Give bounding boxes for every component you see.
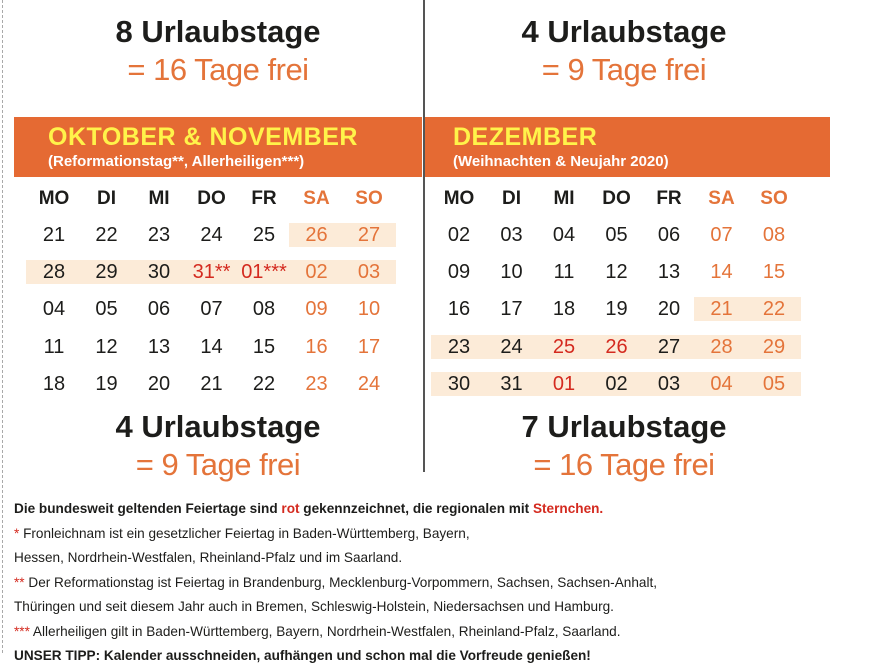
legend-line [14, 497, 864, 522]
day-cell: 21 [200, 372, 223, 395]
day-cell: 22 [252, 372, 276, 395]
day-cell: 22 [762, 298, 786, 321]
summary-bottom-right [434, 409, 814, 483]
day-cell: 29 [95, 261, 118, 284]
day-cell: 15 [252, 335, 276, 358]
tip-label: UNSER TIPP: [14, 648, 101, 663]
footnote-text: Hessen, Nordrhein-Westfalen, Rheinland-Pfalz und im Saarland. [14, 550, 403, 565]
weekday-header: MI [148, 188, 170, 209]
day-cell: 05 [95, 298, 118, 321]
footnote-3 [14, 620, 864, 645]
weekday-header: DO [602, 188, 631, 209]
tip-line [14, 644, 864, 669]
day-cell: 04 [42, 298, 66, 321]
day-cell: 04 [710, 372, 733, 395]
vacation-days: 8 Urlaubstage [115, 14, 321, 49]
day-cell: 03 [357, 261, 381, 284]
day-cell: 17 [357, 335, 381, 358]
footnote-text: Fronleichnam ist ein gesetzlicher Feiertag in Baden-Württemberg, Bayern, [19, 525, 470, 541]
day-cell: 31** [192, 261, 231, 284]
footnote-2-cont [14, 595, 864, 620]
day-cell: 23 [147, 224, 171, 246]
day-cell: 29 [762, 335, 786, 358]
day-cell: 28 [42, 261, 66, 284]
day-cell: 12 [605, 261, 628, 284]
day-cell: 21 [710, 298, 733, 321]
footnote-text: Allerheiligen gilt in Baden-Württemberg, Bayern, Nordrhein-Westfalen, Rheinland-Pfalz, Saarland. [29, 623, 621, 639]
day-cell: 08 [762, 224, 786, 246]
day-cell: 10 [357, 298, 381, 321]
day-cell: 03 [500, 224, 523, 246]
weekday-header: DI [502, 188, 521, 209]
day-cell: 16 [305, 335, 328, 358]
day-cell: 23 [305, 372, 328, 395]
weekday-header: FR [251, 188, 277, 209]
day-cell: 30 [147, 261, 171, 284]
day-cell: 19 [605, 298, 628, 321]
vacation-days: 7 Urlaubstage [521, 409, 727, 444]
footnote-mark: ** [14, 574, 25, 590]
footnote-1-cont [14, 546, 864, 571]
legend-star-word: Sternchen. [532, 501, 604, 516]
summary-top-left [28, 14, 408, 88]
day-cell: 14 [710, 261, 733, 284]
vacation-days: 4 Urlaubstage [115, 409, 321, 444]
day-cell: 26 [605, 335, 628, 358]
day-cell: 05 [605, 224, 628, 246]
day-cell: 13 [147, 335, 171, 358]
day-cell: 25 [552, 335, 576, 358]
day-cell: 21 [42, 224, 66, 246]
day-cell: 07 [710, 224, 733, 246]
month-header-dec [425, 117, 830, 177]
column-divider [423, 0, 425, 472]
day-cell: 12 [95, 335, 118, 358]
weekday-header: FR [656, 188, 682, 209]
footnote-mark: *** [14, 623, 30, 639]
day-cell: 01 [552, 372, 576, 395]
day-cell: 24 [200, 224, 223, 246]
weekday-header: MO [38, 188, 70, 209]
day-cell: 15 [762, 261, 786, 284]
day-cell: 25 [252, 224, 276, 246]
day-cell: 18 [42, 372, 66, 395]
footnote-2 [14, 571, 864, 596]
free-days: = 16 Tage frei [127, 52, 309, 87]
free-days: = 9 Tage frei [135, 447, 301, 482]
day-cell: 07 [200, 298, 223, 321]
day-cell: 04 [552, 224, 576, 246]
day-cell: 02 [305, 261, 328, 284]
tip-text: Kalender ausschneiden, aufhängen und schon mal die Vorfreude genießen! [100, 648, 591, 663]
legend-text: gekennzeichnet, die regionalen mit [299, 501, 533, 516]
day-cell: 26 [305, 224, 328, 246]
day-cell: 20 [147, 372, 171, 395]
day-cell: 27 [357, 224, 381, 246]
weekday-header: SO [760, 188, 788, 209]
month-title: OKTOBER & NOVEMBER [48, 123, 358, 151]
day-cell: 24 [500, 335, 523, 358]
day-cell: 16 [447, 298, 471, 321]
day-cell: 01*** [241, 261, 287, 284]
weekday-header: MI [553, 188, 575, 209]
free-days: = 9 Tage frei [541, 52, 707, 87]
month-title: DEZEMBER [453, 123, 598, 151]
day-cell: 23 [447, 335, 471, 358]
day-cell: 11 [43, 335, 65, 358]
day-cell: 17 [500, 298, 523, 321]
day-cell: 02 [447, 224, 471, 246]
day-cell: 28 [710, 335, 733, 358]
day-cell: 09 [447, 261, 471, 284]
month-subtitle: (Reformationstag**, Allerheiligen***) [48, 153, 305, 170]
day-cell: 13 [657, 261, 681, 284]
weekday-header: DO [197, 188, 226, 209]
footnote-text: Thüringen und seit diesem Jahr auch in Bremen, Schleswig-Holstein, Niedersachsen und Hamburg. [14, 599, 614, 614]
summary-top-right [434, 14, 814, 88]
day-cell: 31 [500, 372, 523, 395]
day-cell: 14 [200, 335, 223, 358]
legend-red-word: rot [281, 501, 300, 516]
day-cell: 05 [762, 372, 786, 395]
month-header-oct-nov [14, 117, 422, 177]
day-cell: 20 [657, 298, 681, 321]
summary-bottom-left [28, 409, 408, 483]
day-cell: 03 [657, 372, 681, 395]
vacation-days: 4 Urlaubstage [521, 14, 727, 49]
day-cell: 06 [147, 298, 171, 321]
day-cell: 24 [357, 372, 381, 395]
legend-text: Die bundesweit geltenden Feiertage sind [14, 501, 282, 516]
weekday-header: SA [303, 188, 330, 209]
day-cell: 02 [605, 372, 628, 395]
day-cell: 18 [552, 298, 576, 321]
day-cell: 09 [305, 298, 328, 321]
day-cell: 22 [95, 224, 118, 246]
footnote-text: Der Reformationstag ist Feiertag in Brandenburg, Mecklenburg-Vorpommern, Sachsen, Sachsen-Anhalt, [24, 574, 658, 590]
day-cell: 27 [657, 335, 681, 358]
day-cell: 11 [553, 261, 575, 284]
weekday-header: SA [708, 188, 735, 209]
day-cell: 19 [95, 372, 118, 395]
day-cell: 30 [447, 372, 471, 395]
weekday-header: SO [355, 188, 383, 209]
free-days: = 16 Tage frei [533, 447, 715, 482]
day-cell: 08 [252, 298, 276, 321]
day-cell: 10 [500, 261, 523, 284]
footnotes [14, 497, 864, 669]
footnote-mark: * [14, 525, 20, 541]
day-cell: 06 [657, 224, 681, 246]
cut-line [2, 0, 3, 653]
weekday-header: DI [97, 188, 116, 209]
footnote-1 [14, 522, 864, 547]
weekday-header: MO [443, 188, 475, 209]
month-subtitle: (Weihnachten & Neujahr 2020) [453, 153, 669, 170]
